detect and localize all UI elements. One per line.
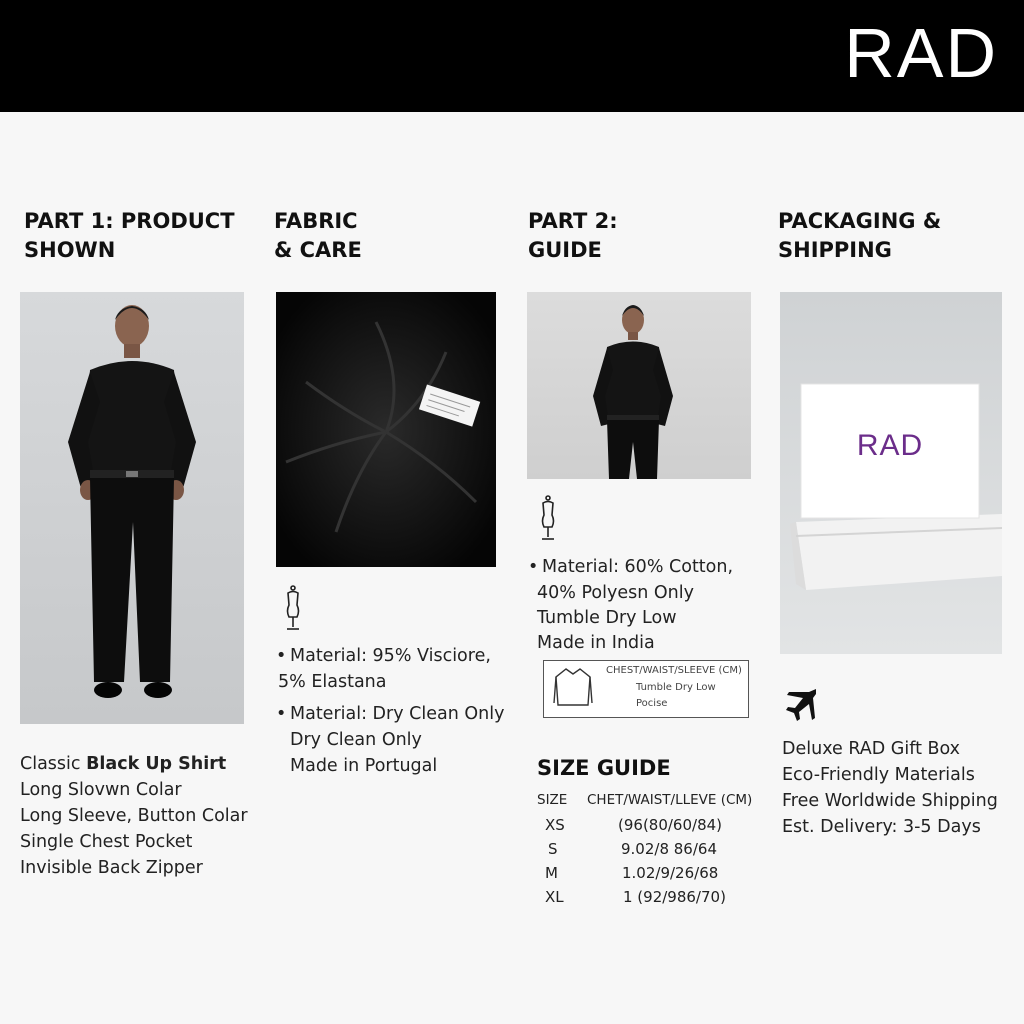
gift-box-logo: RAD — [856, 429, 924, 462]
size-table-header — [537, 792, 753, 808]
feature-line: Long Slovwn Colar — [20, 780, 182, 800]
measure-col-header: CHET/WAIST/LLEVE (CM) — [587, 792, 753, 808]
shipping-line: Est. Delivery: 3-5 Days — [782, 817, 981, 837]
fabric-care-line: Dry Clean Only — [290, 730, 422, 750]
dress-form-icon — [538, 495, 558, 545]
fabric-material-line: 5% Elastana — [278, 672, 387, 692]
feature-line: Single Chest Pocket — [20, 832, 193, 852]
shipping-line: Eco-Friendly Materials — [782, 765, 975, 785]
packaging-photo — [780, 292, 1002, 654]
guide-material-line: • Material: 60% Cotton, — [542, 557, 733, 577]
size-col-header: SIZE — [537, 792, 568, 808]
fabric-photo — [276, 292, 496, 567]
guide-photo — [527, 292, 751, 479]
fabric-care-line: • Material: Dry Clean Only — [290, 704, 504, 724]
size-guide-title: SIZE GUIDE — [537, 756, 671, 780]
product-heading: PART 1: PRODUCT SHOWN — [24, 209, 235, 262]
product-title: Classic Black Up Shirt — [20, 754, 227, 774]
care-label-card — [543, 660, 749, 718]
size-row: M 1.02/9/26/68 — [545, 864, 719, 882]
product-photo — [20, 292, 244, 724]
guide-material-line: 40% Polyesn Only — [537, 583, 694, 603]
shipping-line: Deluxe RAD Gift Box — [782, 739, 961, 759]
size-row: S 9.02/8 86/64 — [548, 840, 717, 858]
guide-heading: PART 2: GUIDE — [528, 209, 618, 262]
shipping-line: Free Worldwide Shipping — [782, 791, 998, 811]
label-card-line: Tumble Dry Low — [636, 682, 716, 693]
size-row: XL 1 (92/986/70) — [545, 888, 726, 906]
fabric-heading: FABRIC & CARE — [274, 209, 362, 262]
size-row: XS (96(80/60/84) — [545, 816, 723, 834]
feature-line: Long Sleeve, Button Colar — [20, 806, 248, 826]
packaging-heading: PACKAGING & SHIPPING — [778, 209, 942, 262]
guide-care-line: Tumble Dry Low — [537, 608, 677, 628]
airplane-icon — [783, 686, 819, 726]
dress-form-icon — [283, 585, 303, 635]
feature-line: Invisible Back Zipper — [20, 858, 203, 878]
guide-origin-line: Made in India — [537, 633, 655, 653]
fabric-material-line: • Material: 95% Visciore, — [290, 646, 491, 666]
fabric-origin-line: Made in Portugal — [290, 756, 438, 776]
brand-logo: RAD — [844, 14, 998, 92]
top-banner — [0, 0, 1024, 112]
shirt-icon — [550, 665, 596, 715]
label-card-line: CHEST/WAIST/SLEEVE (CM) — [606, 665, 742, 676]
label-card-line: Pocise — [636, 698, 668, 709]
